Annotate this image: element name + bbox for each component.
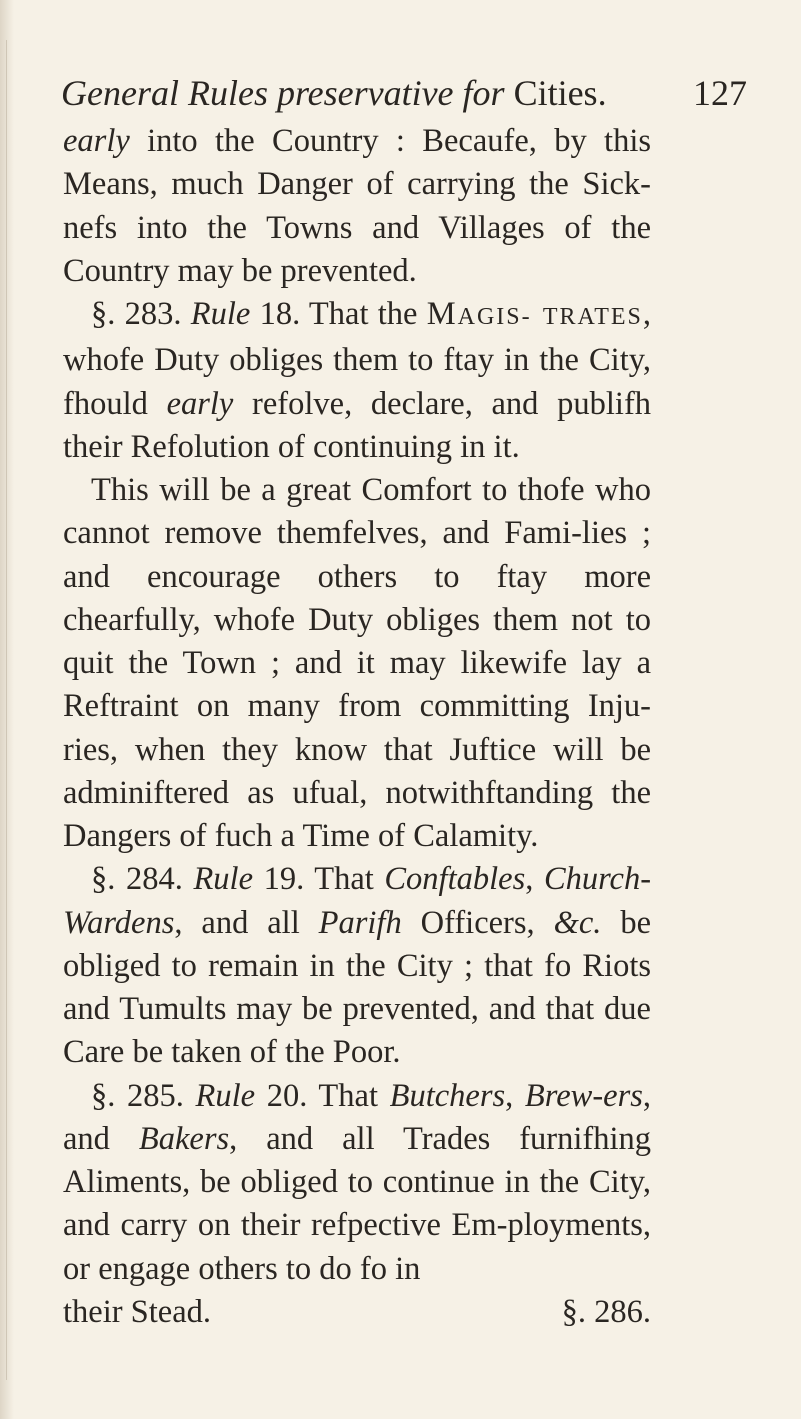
paragraph-text: , whofe Duty obliges them to ftay in the City, fhould — [63, 296, 652, 422]
section-number: §. 284. — [91, 861, 183, 898]
page-edge-line — [6, 40, 7, 1380]
paragraph-text: refolve, declare, and publifh their Refolution of continuing in it. — [63, 385, 652, 465]
separator: , — [525, 861, 534, 898]
paragraph-text: That — [318, 1077, 378, 1114]
page-number: 127 — [693, 73, 747, 113]
last-line — [63, 1291, 651, 1334]
running-head-title-italic: General Rules preservative for — [61, 73, 505, 113]
small-caps-magistrates — [427, 296, 643, 332]
section-number: §. 283. — [91, 296, 182, 332]
last-line-text: their Stead. — [63, 1293, 212, 1330]
paragraph-text: That — [314, 861, 374, 898]
paragraph-text: Officers, — [420, 904, 535, 941]
italic-parish: Parifh — [318, 904, 402, 941]
italic-constables: Conftables — [384, 861, 526, 898]
italic-early: early — [63, 123, 130, 159]
paragraph-text: , and — [63, 1077, 651, 1157]
rule-number: 20. — [266, 1077, 308, 1114]
rule-label: Rule — [190, 296, 251, 332]
rule-label: Rule — [193, 861, 253, 898]
paragraph-rule-18 — [63, 293, 651, 469]
page-edge-shadow — [0, 0, 14, 1419]
paragraph-comfort — [63, 469, 651, 858]
italic-etc: &c. — [553, 904, 602, 941]
paragraph-text: That the — [308, 296, 418, 332]
paragraph-rule-19 — [63, 858, 651, 1074]
paragraph-text: This will be a great Comfort to thofe who cannot remove themfelves, and Fami-lies ; and encourage others to ftay more chearfully, whofe Duty obliges them not to quit the Town ; and it may likewife lay a Reftraint on many from committing Inju-ries, when they know that Juftice will be adminiftered as ufual, notwithftanding the Dangers of fuch a Time of Calamity. — [63, 472, 651, 854]
italic-church-wardens: Church-Wardens — [63, 861, 652, 941]
paragraph-1-text: into the Country : Becaufe, by this Means, much Danger of carrying the Sick-nefs into the Towns and Villages of the Country may be prevented. — [63, 123, 651, 289]
paragraph-1 — [63, 120, 651, 293]
small-caps-initial: M — [426, 296, 458, 332]
running-head-title-roman: Cities. — [513, 73, 607, 113]
small-caps-rest-2: TRATES — [542, 304, 643, 330]
running-head — [61, 68, 747, 118]
paragraph-text: , and all Trades furnifhing Aliments, be obliged to continue in the City, and carry on their refpective Em-ployments, or engage others to do fo in — [63, 1120, 651, 1287]
rule-number: 19. — [263, 861, 305, 898]
paragraph-text: , and all — [174, 904, 300, 941]
small-caps-rest: AGIS- — [457, 304, 532, 330]
italic-bakers: Bakers — [138, 1120, 230, 1157]
italic-brewers: Brew-ers — [524, 1077, 643, 1114]
text-body — [63, 120, 651, 1334]
catchword: §. 286. — [561, 1293, 651, 1330]
rule-label: Rule — [195, 1077, 256, 1114]
rule-number: 18. — [259, 296, 301, 332]
running-head-title — [61, 68, 607, 118]
separator: , — [505, 1077, 514, 1114]
section-number: §. 285. — [91, 1077, 184, 1114]
paragraph-rule-20 — [63, 1075, 651, 1291]
paragraph-text: be obliged to remain in the City ; that fo Riots and Tumults may be prevented, and that due Care be taken of the Poor. — [63, 904, 652, 1071]
italic-early: early — [166, 385, 234, 422]
italic-butchers: Butchers — [389, 1077, 506, 1114]
